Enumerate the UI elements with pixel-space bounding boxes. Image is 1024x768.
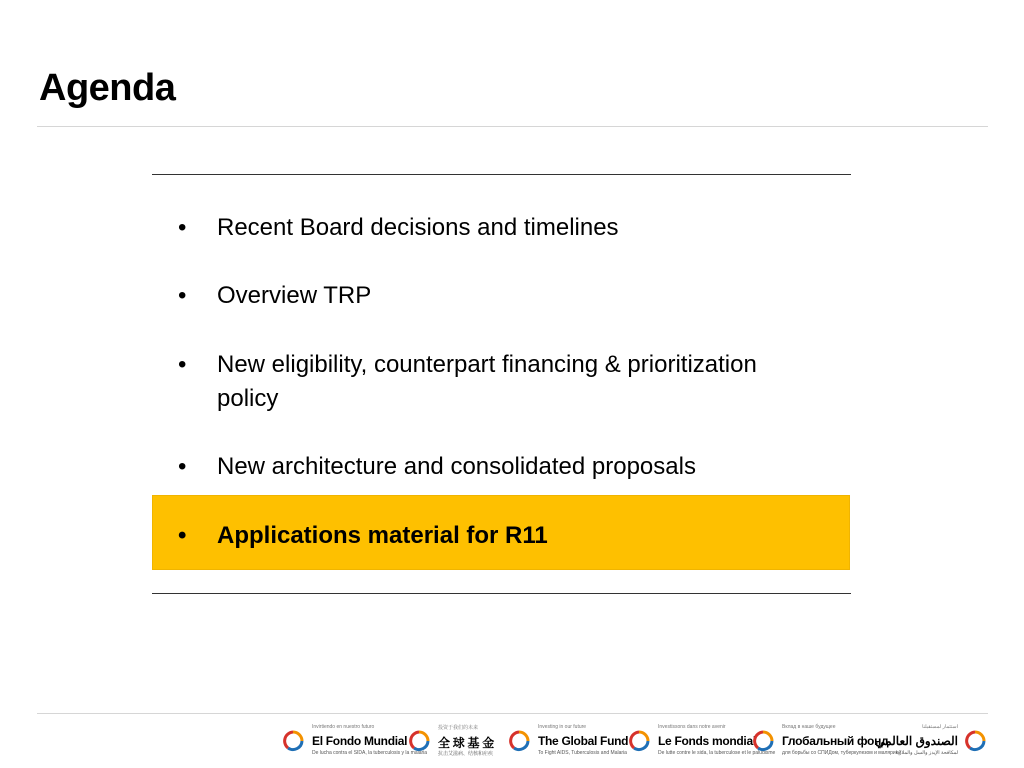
bullet: • [178, 351, 187, 378]
agenda-item [178, 450, 818, 484]
global-fund-swirl-icon [628, 730, 650, 752]
logo-english [508, 722, 628, 762]
logo-tagline: Investissons dans notre avenir [658, 724, 726, 730]
logo-name: Le Fonds mondial [658, 734, 756, 748]
agenda-item-text: Applications material for R11 [217, 522, 548, 549]
bullet: • [178, 522, 187, 549]
logo-chinese [408, 722, 508, 762]
logo-subtitle: لمكافحة الإيدز والسل والملاريا [896, 750, 958, 756]
agenda-item [178, 211, 818, 245]
global-fund-swirl-icon [752, 730, 774, 752]
logo-tagline: 投资于我们的未来 [438, 725, 479, 731]
logo-spanish [282, 722, 428, 762]
agenda-item [178, 348, 818, 416]
bullet: • [178, 453, 187, 480]
agenda-item-text: New architecture and consolidated proposals [217, 453, 696, 480]
logo-tagline: استثمار لمستقبلنا [922, 724, 958, 730]
logo-name: El Fondo Mundial [312, 734, 408, 748]
bullet: • [178, 282, 187, 309]
agenda-item-text: Recent Board decisions and timelines [217, 214, 619, 241]
logo-subtitle: To Fight AIDS, Tuberculosis and Malaria [538, 750, 627, 756]
logo-name: الصندوق العالمي [875, 734, 958, 748]
logo-subtitle: 抗击艾滋病、结核和疟疾 [438, 751, 494, 757]
logo-tagline: Investing in our future [538, 724, 587, 730]
footer-divider [37, 713, 988, 714]
logo-name: The Global Fund [538, 734, 629, 748]
logo-subtitle: De lucha contra el SIDA, la tuberculosis y la malaria [312, 750, 428, 756]
logo-subtitle: De lutte contre le sida, la tuberculose et le paludisme [658, 750, 776, 756]
global-fund-swirl-icon [408, 730, 430, 752]
agenda-item-text: New eligibility, counterpart financing & prioritization policy [217, 351, 757, 412]
global-fund-swirl-icon [508, 730, 530, 752]
agenda-item-text: Overview TRP [217, 282, 372, 309]
logo-name: Глобальный фонд [782, 734, 889, 748]
logo-name: 全 球 基 金 [438, 736, 494, 750]
logo-arabic [876, 722, 986, 762]
agenda-item-current [178, 519, 818, 553]
global-fund-swirl-icon [282, 730, 304, 752]
slide-title: Agenda [39, 67, 176, 109]
logo-tagline: Вклад в наше будущее [782, 724, 836, 730]
agenda-item [178, 279, 818, 313]
bullet: • [178, 214, 187, 241]
logo-french [628, 722, 776, 762]
logo-tagline: Invirtiendo en nuestro futuro [312, 724, 375, 730]
global-fund-swirl-icon [964, 730, 986, 752]
logo-russian [752, 722, 902, 762]
logo-subtitle: для борьбы со СПИДом, туберкулезом и малярией [782, 750, 902, 756]
